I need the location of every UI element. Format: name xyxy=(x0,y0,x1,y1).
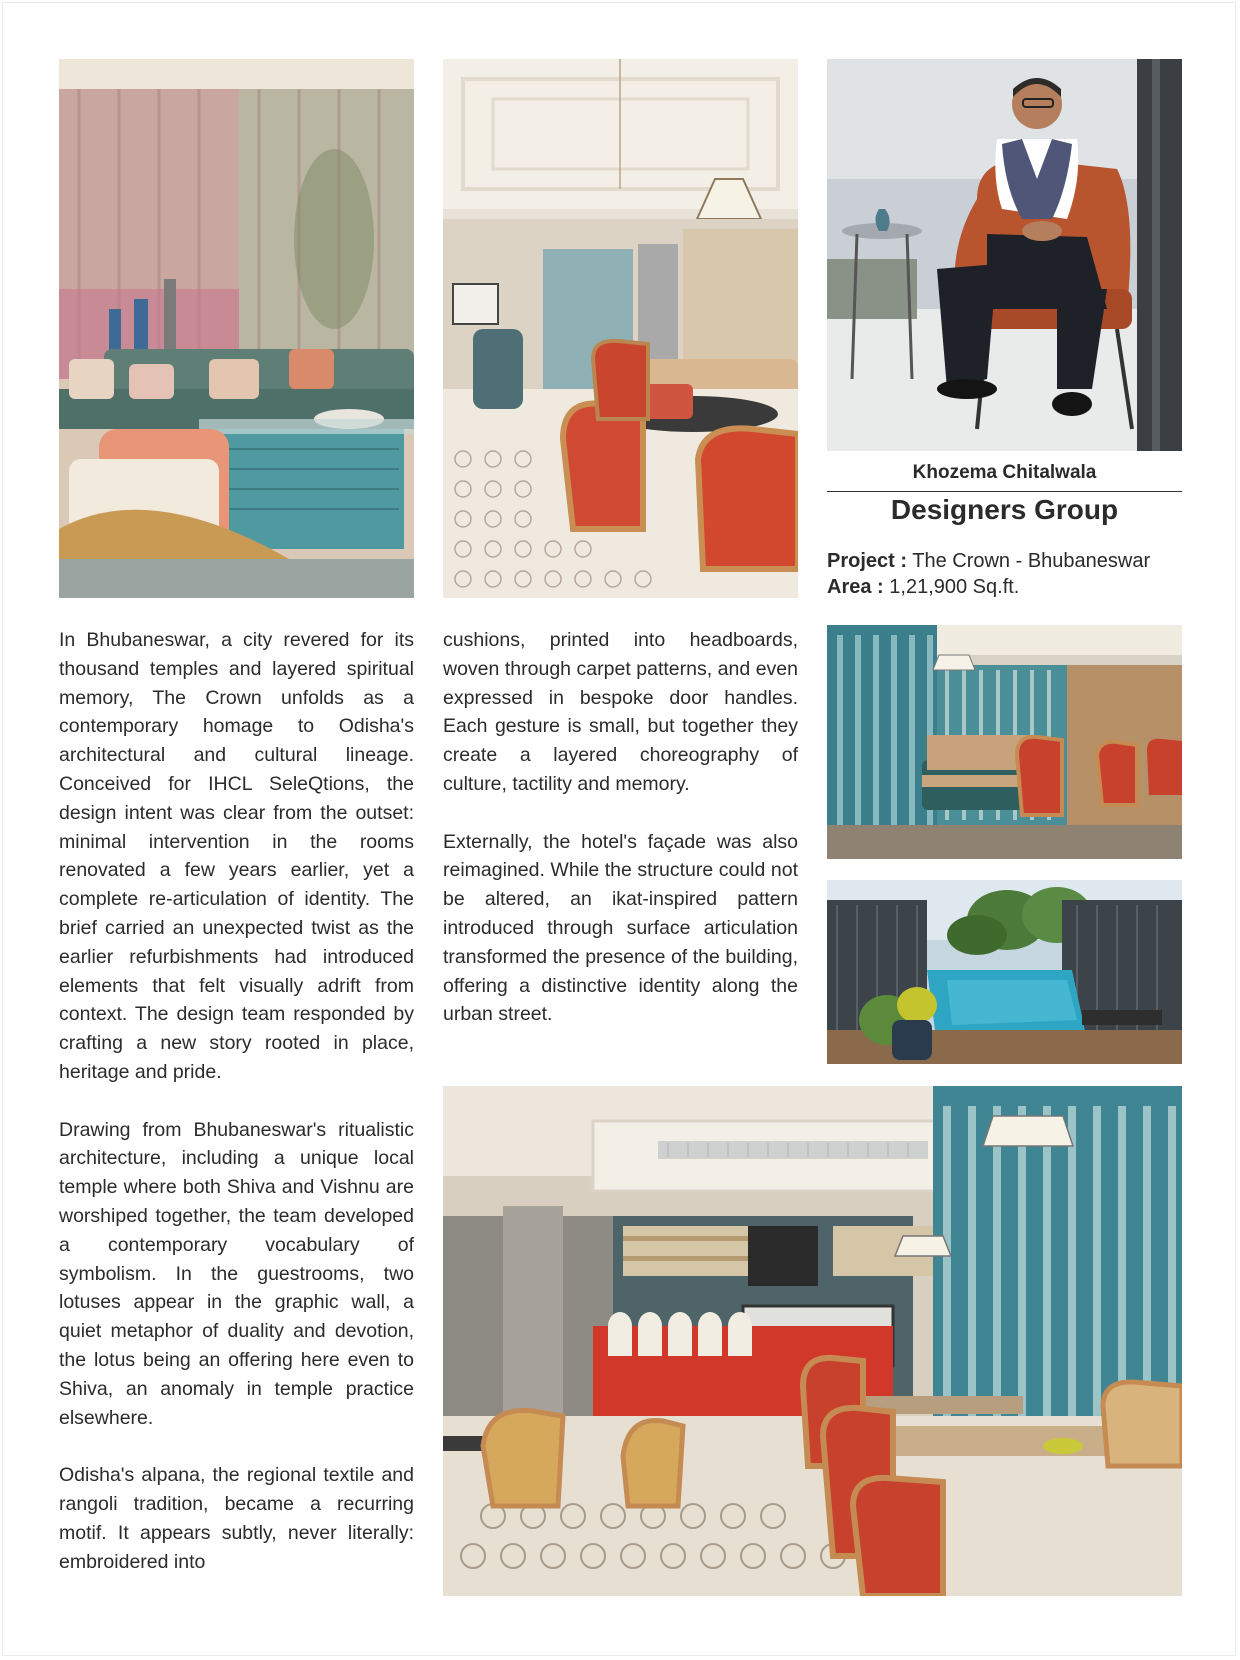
project-info xyxy=(827,548,1187,600)
article-paragraph: Drawing from Bhubaneswar's ritualistic architecture, including a unique local temple where both Shiva and Vishnu are worshiped together, the team developed a contemporary vocabulary of symbolism. In the guestrooms, two lotuses appear in the graphic wall, a quiet metaphor of duality and devotion, the lotus being an offering here even to Shiva, an anomaly in temple practice elsewhere. xyxy=(59,1118,414,1429)
area-value: 1,21,900 Sq.ft. xyxy=(889,576,1020,598)
divider xyxy=(827,491,1182,492)
cafe-screen-photo xyxy=(827,625,1182,859)
article-paragraph: cushions, printed into headboards, woven through carpet patterns, and even expressed in bespoke door handles. Each gesture is small, but together they create a layered choreography of culture, tactility and memory. xyxy=(443,629,798,795)
designer-portrait-photo xyxy=(827,59,1182,451)
article-paragraph: In Bhubaneswar, a city revered for its thousand temples and layered spiritual memory, The Crown unfolds as a contemporary homage to Odisha's architectural and cultural lineage. Conceived for IHCL SeleQtions, the design intent was clear from the outset: minimal intervention in the rooms renovated a few years earlier, yet a complete re-articulation of identity. The brief carried an unexpected twist as the earlier refurbishments had introduced elements that felt visually adrift from context. The design team responded by crafting a new story rooted in place, heritage and pride. xyxy=(59,629,414,1083)
firm-name: Designers Group xyxy=(890,494,1119,525)
article-paragraph: Odisha's alpana, the regional textile and rangoli tradition, became a recurring motif. It appears subtly, never literally: embroidered into xyxy=(59,1464,414,1573)
restaurant-photo xyxy=(443,1086,1182,1596)
article-column-2 xyxy=(443,626,798,1029)
area-line xyxy=(827,574,1187,600)
pool-photo xyxy=(827,880,1182,1064)
article-column-1 xyxy=(59,626,414,1576)
designer-name: Khozema Chitalwala xyxy=(912,462,1097,483)
area-label: Area : xyxy=(827,576,884,598)
project-line xyxy=(827,548,1187,574)
article-paragraph: Externally, the hotel's façade was also reimagined. While the structure could not be altered, an ikat-inspired pattern introduced through surface articulation transformed the presence of the building, offering a distinctive identity along the urban street. xyxy=(443,830,798,1026)
dining-room-photo xyxy=(443,59,798,598)
project-label: Project : xyxy=(827,550,908,572)
project-value: The Crown - Bhubaneswar xyxy=(912,550,1151,572)
lounge-photo xyxy=(59,59,414,598)
